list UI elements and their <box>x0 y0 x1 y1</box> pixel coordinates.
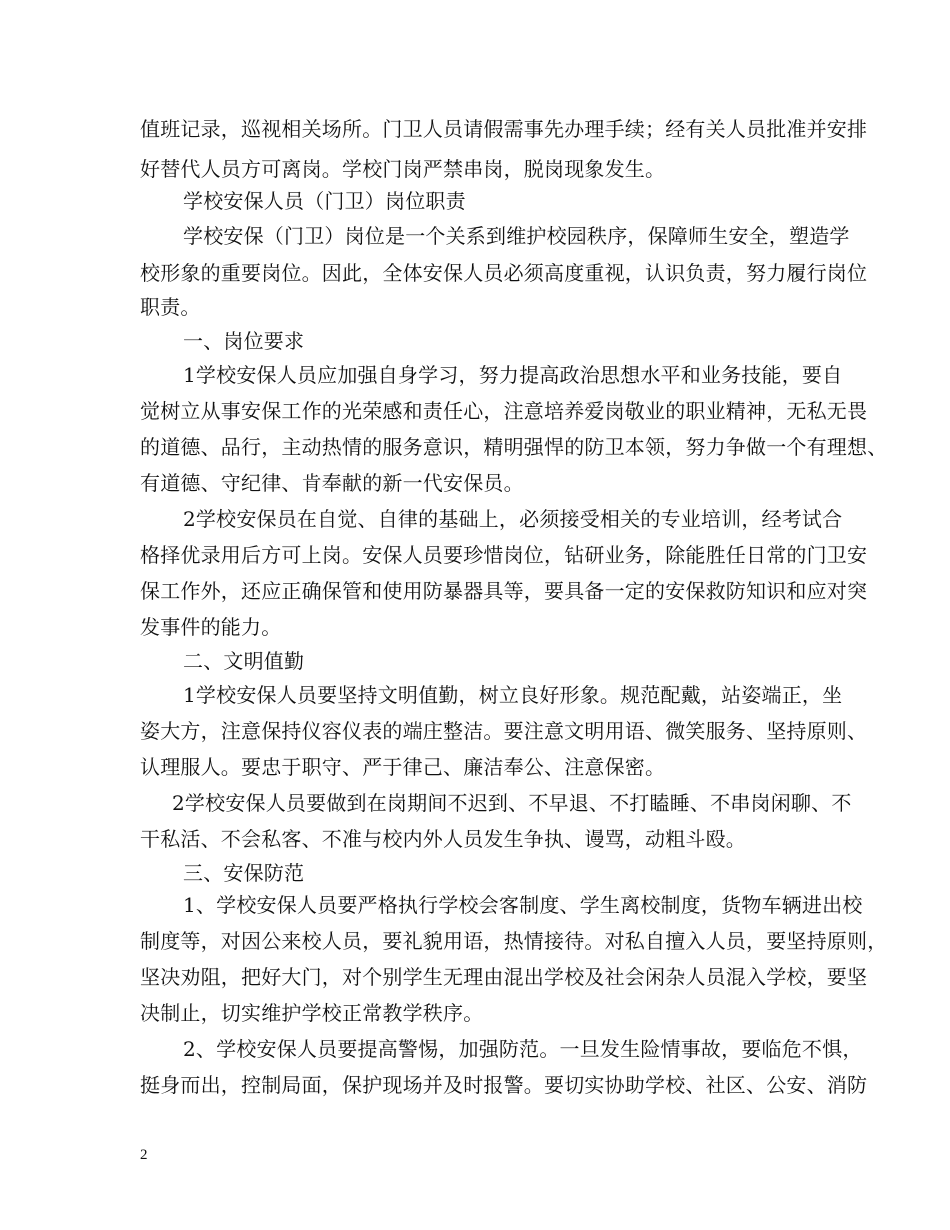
text-line: 2学校安保人员要做到在岗期间不迟到、不早退、不打瞌睡、不串岗闲聊、不 <box>172 791 852 815</box>
text-line: 1、学校安保人员要严格执行学校会客制度、学生离校制度，货物车辆进出校 <box>183 893 863 917</box>
section-heading: 一、岗位要求 <box>183 329 305 353</box>
text-line: 有道德、守纪律、肯奉献的新一代安保员。 <box>140 471 524 495</box>
text-line: 保工作外，还应正确保管和使用防暴器具等，要具备一定的安保救防知识和应对突 <box>140 579 868 603</box>
text-line: 挺身而出，控制局面，保护现场并及时报警。要切实协助学校、社区、公安、消防 <box>140 1073 868 1097</box>
text-line: 2学校安保员在自觉、自律的基础上，必须接受相关的专业培训，经考试合 <box>183 507 843 531</box>
text-line: 姿大方，注意保持仪容仪表的端庄整洁。要注意文明用语、微笑服务、坚持原则、 <box>140 719 868 743</box>
section-heading: 三、安保防范 <box>183 861 305 885</box>
text-line: 干私活、不会私客、不准与校内外人员发生争执、谩骂，动粗斗殴。 <box>140 827 746 851</box>
section-heading: 学校安保人员（门卫）岗位职责 <box>183 189 466 213</box>
text-line: 2、学校安保人员要提高警惕，加强防范。一旦发生险情事故，要临危不惧， <box>183 1037 863 1061</box>
text-line: 的道德、品行，主动热情的服务意识，精明强悍的防卫本领，努力争做一个有理想、 <box>140 435 888 459</box>
text-line: 1学校安保人员应加强自身学习，努力提高政治思想水平和业务技能，要自 <box>183 363 843 387</box>
text-line: 好替代人员方可离岗。学校门岗严禁串岗，脱岗现象发生。 <box>140 157 666 181</box>
text-line: 校形象的重要岗位。因此，全体安保人员必须高度重视，认识负责，努力履行岗位 <box>140 261 868 285</box>
text-line: 决制止，切实维护学校正常教学秩序。 <box>140 1001 484 1025</box>
text-line: 认理服人。要忠于职守、严于律己、廉洁奉公、注意保密。 <box>140 755 666 779</box>
text-line: 格择优录用后方可上岗。安保人员要珍惜岗位，钻研业务，除能胜任日常的门卫安 <box>140 543 868 567</box>
text-line: 学校安保（门卫）岗位是一个关系到维护校园秩序，保障师生安全，塑造学 <box>183 224 850 248</box>
page-number: 2 <box>140 1147 148 1163</box>
text-line: 职责。 <box>140 295 201 319</box>
text-line: 发事件的能力。 <box>140 615 282 639</box>
text-line: 坚决劝阻，把好大门，对个别学生无理由混出学校及社会闲杂人员混入学校，要坚 <box>140 965 868 989</box>
section-heading: 二、文明值勤 <box>183 649 305 673</box>
text-line: 1学校安保人员要坚持文明值勤，树立良好形象。规范配戴，站姿端正，坐 <box>183 683 843 707</box>
text-line: 值班记录，巡视相关场所。门卫人员请假需事先办理手续；经有关人员批准并安排 <box>140 117 868 141</box>
text-line: 制度等，对因公来校人员，要礼貌用语，热情接待。对私自擅入人员，要坚持原则， <box>140 929 888 953</box>
text-line: 觉树立从事安保工作的光荣感和责任心，注意培养爱岗敬业的职业精神，无私无畏 <box>140 399 868 423</box>
